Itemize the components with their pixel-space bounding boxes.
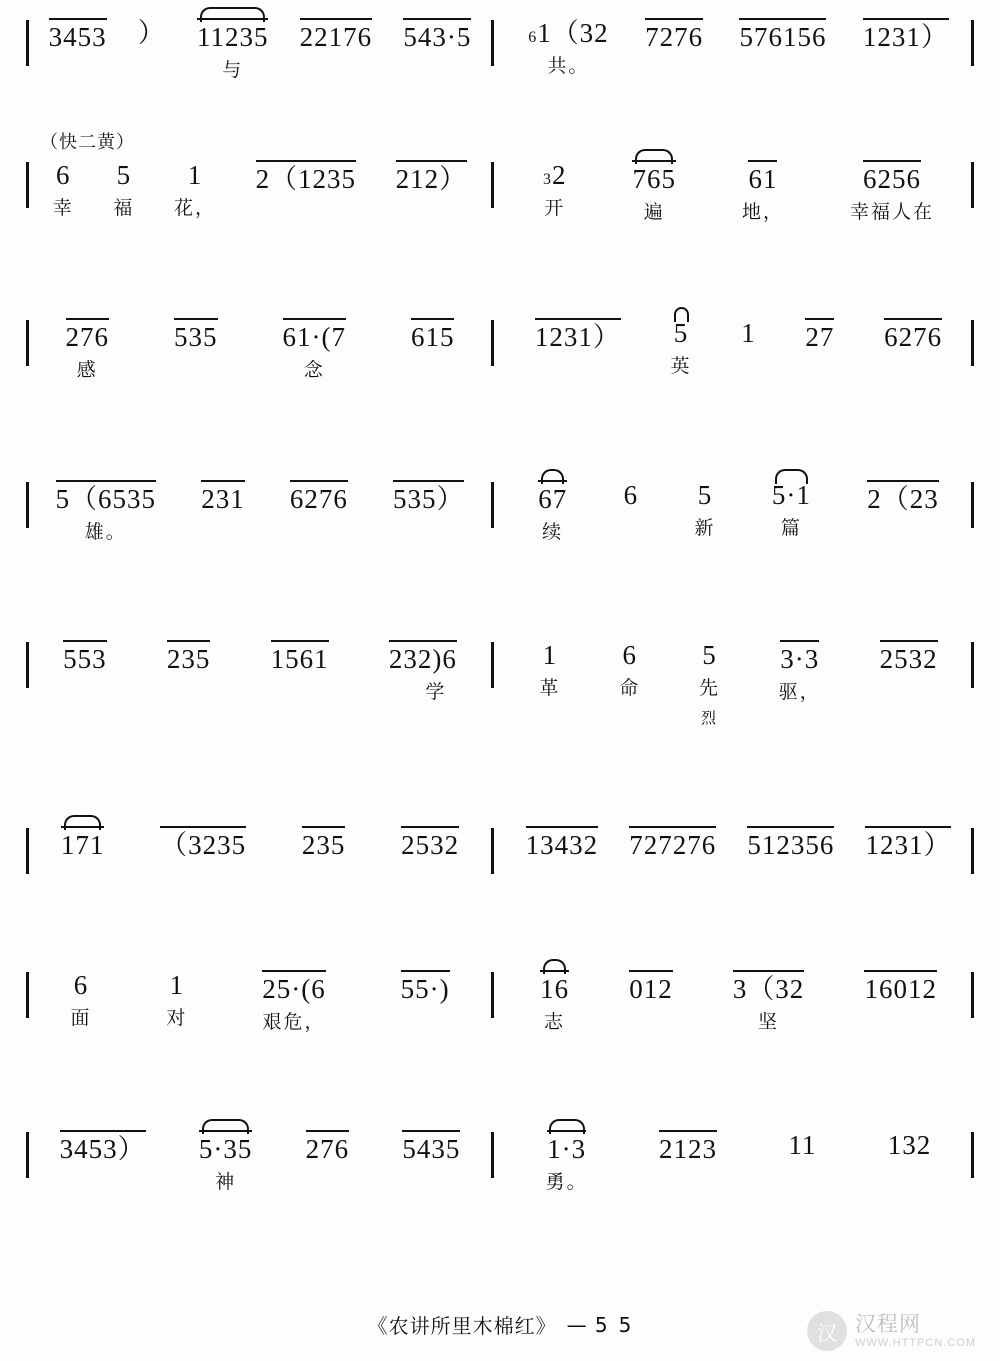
system-5 — [20, 640, 980, 730]
beat: 5 英 — [668, 318, 695, 378]
measure-group-left — [20, 18, 500, 82]
watermark-site-name: 汉程网 — [855, 1312, 922, 1337]
barline — [971, 482, 974, 528]
beat: 6 — [623, 480, 639, 510]
beat: 727276 — [626, 826, 719, 860]
page-number-value: 5 — [618, 1312, 633, 1337]
song-title: 《农讲所里木棉红》 — [367, 1314, 557, 1338]
beat: 5·1 篇 — [769, 480, 814, 540]
beat: 5 福 — [113, 160, 135, 219]
barline — [971, 320, 974, 366]
beat: 535） — [390, 480, 468, 514]
measure-group-left — [20, 970, 500, 1034]
beat: 1231） — [860, 18, 952, 52]
beat: 25·(6 艰危， — [259, 970, 328, 1034]
beat: 1 对 — [166, 970, 188, 1029]
beat: 61（32 共。 — [528, 18, 609, 77]
beat: 5 新 — [694, 480, 716, 539]
measure-group-right — [500, 480, 980, 544]
watermark-site-url: WWW.HTTPCN.COM — [855, 1336, 976, 1349]
beat: 16 志 — [537, 970, 572, 1034]
note-row — [29, 1130, 491, 1194]
barline — [491, 482, 494, 528]
beat: 543·5 — [400, 18, 474, 52]
beat: 5 先 烈 — [698, 640, 720, 727]
page-number: — 5 — [566, 1312, 609, 1337]
beat: 512356 — [744, 826, 837, 860]
beat: 5·35 神 — [196, 1130, 256, 1194]
beat: 2532 — [877, 640, 941, 674]
beat: 276 — [303, 1130, 353, 1164]
beat: 1231） — [532, 318, 624, 352]
beat: 3453 — [46, 18, 110, 58]
beat: 615 — [408, 318, 458, 352]
beat: 6 面 — [70, 970, 92, 1029]
note-row — [506, 640, 971, 730]
beat: 6256 幸福人在 — [847, 160, 937, 224]
system-3 — [20, 318, 980, 382]
note-row — [29, 640, 491, 704]
beat: 1 革 — [539, 640, 561, 699]
measure-group-right — [500, 1130, 980, 1194]
system-4 — [20, 480, 980, 544]
beat: 1 花， — [173, 160, 216, 219]
note-row — [506, 160, 971, 224]
note-row — [506, 1130, 971, 1194]
beat: 6 命 — [619, 640, 641, 699]
measure-group-right — [500, 640, 980, 730]
beat: 535 — [171, 318, 221, 352]
beat: 1561 — [268, 640, 332, 674]
barline — [491, 828, 494, 874]
beat: 212） — [393, 160, 471, 194]
barline — [491, 642, 494, 688]
measure-group-left — [20, 480, 500, 544]
beat: 27 — [802, 318, 837, 352]
system-1 — [20, 18, 980, 82]
beat: 7276 — [642, 18, 706, 52]
beat: 2532 — [398, 826, 462, 860]
beat: 553 — [60, 640, 110, 674]
beat: 012 — [626, 970, 676, 1004]
beat: 32 开 — [542, 160, 567, 219]
beat: 232)6 学 — [386, 640, 460, 704]
barline — [491, 162, 494, 208]
barline — [971, 828, 974, 874]
beat: 276 感 — [63, 318, 113, 382]
watermark — [807, 1311, 976, 1351]
beat: 16012 — [861, 970, 940, 1004]
measure-group-right — [500, 18, 980, 82]
beat: 2（1235 — [253, 160, 360, 194]
tempo-marking: （快二黄） — [40, 132, 135, 153]
note-row — [29, 826, 491, 860]
system-2 — [20, 160, 980, 224]
beat: ） — [137, 18, 166, 48]
beat: 61·(7 念 — [280, 318, 349, 382]
beat: 231 — [198, 480, 248, 514]
note-row — [506, 480, 971, 544]
note-row — [29, 480, 491, 544]
beat: 235 — [164, 640, 214, 674]
beat: 1 — [741, 318, 756, 348]
beat: 576156 — [736, 18, 829, 52]
watermark-logo-icon: 汉 — [807, 1311, 847, 1351]
beat: 6 幸 — [52, 160, 74, 219]
beat: 171 — [58, 826, 108, 860]
note-row — [29, 970, 491, 1034]
note-row — [506, 826, 971, 860]
beat: 13432 — [523, 826, 602, 860]
beat: 5435 — [399, 1130, 463, 1164]
system-6 — [20, 826, 980, 874]
note-row — [29, 160, 491, 220]
barline — [491, 20, 494, 66]
barline — [971, 20, 974, 66]
note-row — [506, 18, 971, 78]
beat: 11235 与 — [194, 18, 272, 82]
measure-group-right — [500, 318, 980, 382]
beat: 2123 — [656, 1130, 720, 1164]
measure-group-right — [500, 970, 980, 1034]
barline — [491, 1132, 494, 1178]
beat: 5（6535 雄。 — [53, 480, 160, 544]
measure-group-left — [20, 1130, 500, 1194]
beat: 11 — [788, 1130, 817, 1160]
note-row — [506, 318, 971, 378]
beat: 6276 — [881, 318, 945, 352]
note-row — [506, 970, 971, 1034]
beat: 3·3 驱， — [776, 640, 824, 704]
note-row — [29, 318, 491, 382]
barline — [491, 320, 494, 366]
barline — [971, 162, 974, 208]
beat: （3235 — [157, 826, 249, 860]
measure-group-left — [20, 160, 500, 224]
beat: 235 — [299, 826, 349, 860]
beat: 1·3 勇。 — [543, 1130, 591, 1194]
beat: 132 — [887, 1130, 932, 1160]
beat: 3453） — [57, 1130, 149, 1164]
barline — [971, 642, 974, 688]
measure-group-left — [20, 318, 500, 382]
system-8 — [20, 1130, 980, 1194]
beat: 6276 — [287, 480, 351, 514]
beat: 61 地， — [739, 160, 787, 224]
beat: 1231） — [862, 826, 954, 860]
note-row — [29, 18, 491, 82]
barline — [491, 972, 494, 1018]
measure-group-left — [20, 640, 500, 730]
measure-group-left — [20, 826, 500, 874]
system-7 — [20, 970, 980, 1034]
beat: 55·) — [398, 970, 453, 1004]
beat: 765 遍 — [629, 160, 679, 224]
beat: 2（23 — [864, 480, 942, 514]
measure-group-right — [500, 826, 980, 874]
barline — [971, 1132, 974, 1178]
measure-group-right — [500, 160, 980, 224]
beat: 67 续 — [535, 480, 570, 544]
beat: 22176 — [297, 18, 376, 52]
barline — [971, 972, 974, 1018]
beat: 3（32 坚 — [730, 970, 808, 1034]
